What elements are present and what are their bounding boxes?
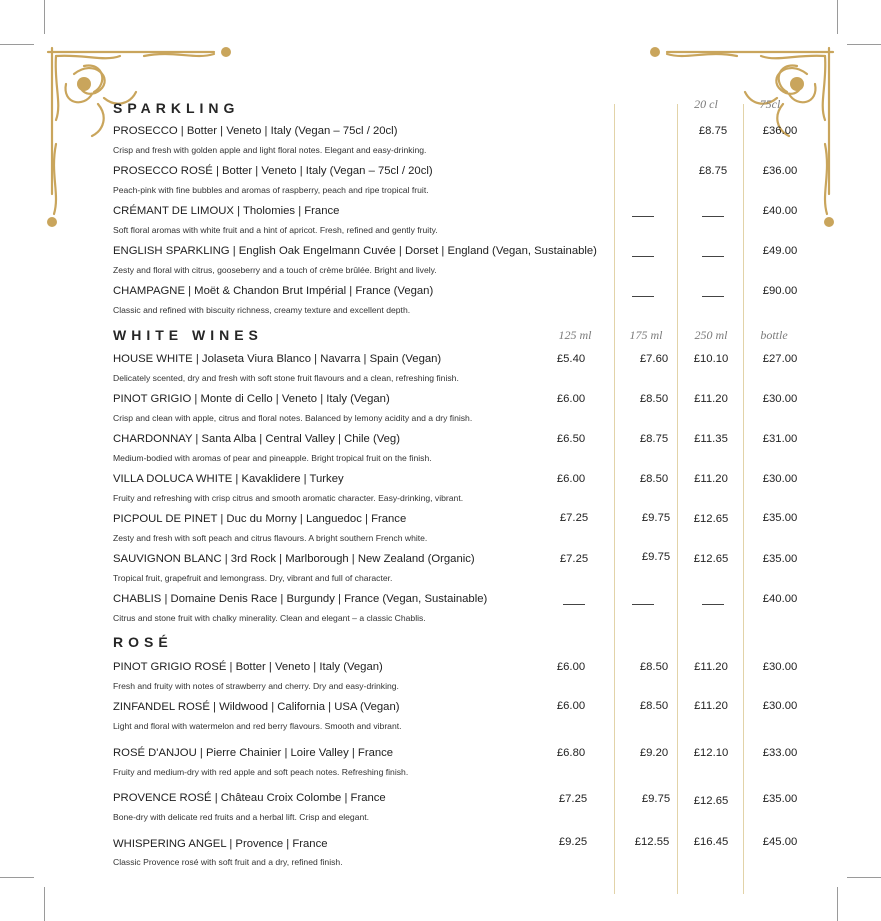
wine-description: Classic and refined with biscuity richness, creamy texture and excellent depth. — [113, 305, 411, 315]
crop-mark — [837, 887, 838, 921]
price-125ml: £6.50 — [556, 433, 586, 445]
wine-name: PROVENCE ROSÉ | Château Croix Colombe | France — [113, 792, 386, 804]
crop-mark — [44, 0, 45, 34]
price-250ml: £10.10 — [693, 353, 729, 365]
wine-description: Fruity and medium-dry with red apple and soft peach notes. Refreshing finish. — [113, 767, 409, 777]
price-250ml: £12.65 — [693, 553, 729, 565]
price-75cl: £90.00 — [762, 285, 798, 297]
price-250ml: £11.20 — [694, 700, 728, 712]
price-175ml: £8.75 — [639, 433, 669, 445]
price-250ml: £11.35 — [694, 433, 728, 445]
price-125ml: £9.25 — [558, 836, 588, 848]
wine-name: PICPOUL DE PINET | Duc du Morny | Languedoc | France — [113, 513, 407, 525]
price-unavailable-dash — [632, 296, 654, 297]
price-175ml: £8.50 — [639, 661, 669, 673]
price-unavailable-dash — [702, 256, 724, 257]
price-bottle: £30.00 — [762, 393, 798, 405]
price-bottle: £35.00 — [762, 793, 798, 805]
column-header-75cl: 75cl — [759, 97, 781, 111]
column-header-250ml: 250 ml — [694, 328, 728, 342]
price-125ml: £7.25 — [559, 512, 589, 524]
price-bottle: £33.00 — [762, 747, 798, 759]
wine-description: Soft floral aromas with white fruit and a hint of apricot. Fresh, refined and gently fruity. — [113, 225, 438, 235]
wine-name: ROSÉ D'ANJOU | Pierre Chainier | Loire Valley | France — [113, 747, 394, 759]
price-125ml: £7.25 — [559, 553, 589, 565]
price-unavailable-dash — [632, 256, 654, 257]
wine-description: Tropical fruit, grapefruit and lemongrass. Dry, vibrant and full of character. — [113, 573, 393, 583]
price-125ml: £6.00 — [556, 661, 586, 673]
price-bottle: £27.00 — [762, 353, 798, 365]
crop-mark — [847, 877, 881, 878]
wine-description: Light and floral with watermelon and red berry flavours. Smooth and vibrant. — [113, 721, 402, 731]
crop-mark — [0, 877, 34, 878]
price-125ml: £6.00 — [556, 393, 586, 405]
price-175ml: £9.75 — [641, 793, 671, 805]
crop-mark — [0, 44, 34, 45]
price-125ml: £6.80 — [556, 747, 586, 759]
wine-name: CHAMPAGNE | Moët & Chandon Brut Impérial | France (Vegan) — [113, 285, 434, 297]
price-75cl: £40.00 — [762, 205, 798, 217]
price-125ml: £5.40 — [556, 353, 586, 365]
wine-description: Classic Provence rosé with soft fruit and a dry, refined finish. — [113, 857, 343, 867]
price-250ml: £11.20 — [694, 661, 728, 673]
wine-name: CHARDONNAY | Santa Alba | Central Valley | Chile (Veg) — [113, 433, 400, 445]
price-175ml: £9.75 — [641, 512, 671, 524]
price-250ml: £11.20 — [694, 473, 728, 485]
crop-mark — [837, 0, 838, 34]
column-header-175ml: 175 ml — [629, 328, 663, 342]
column-header-125ml: 125 ml — [558, 328, 592, 342]
crop-mark — [847, 44, 881, 45]
column-header-bottle: bottle — [760, 328, 788, 342]
price-250ml: £12.10 — [693, 747, 729, 759]
price-250ml: £12.65 — [693, 795, 729, 807]
price-unavailable-dash — [702, 216, 724, 217]
wine-name: HOUSE WHITE | Jolaseta Viura Blanco | Navarra | Spain (Vegan) — [113, 353, 442, 365]
price-unavailable-dash — [632, 216, 654, 217]
price-175ml: £7.60 — [639, 353, 669, 365]
price-75cl: £36.00 — [762, 165, 798, 177]
wine-name: CRÉMANT DE LIMOUX | Tholomies | France — [113, 205, 340, 217]
wine-name: VILLA DOLUCA WHITE | Kavaklidere | Turkey — [113, 473, 344, 485]
wine-description: Peach-pink with fine bubbles and aromas of raspberry, peach and ripe tropical fruit. — [113, 185, 429, 195]
price-250ml: £12.65 — [693, 513, 729, 525]
price-bottle: £40.00 — [762, 593, 798, 605]
section-title-rose: ROSÉ — [113, 634, 173, 650]
price-175ml: £9.75 — [641, 551, 671, 563]
section-title-white-wines: WHITE WINES — [113, 327, 263, 343]
price-125ml: £7.25 — [558, 793, 588, 805]
wine-name: PROSECCO | Botter | Veneto | Italy (Vegan – 75cl / 20cl) — [113, 125, 398, 137]
wine-name: CHABLIS | Domaine Denis Race | Burgundy | France (Vegan, Sustainable) — [113, 593, 488, 605]
price-bottle: £31.00 — [762, 433, 798, 445]
wine-description: Crisp and clean with apple, citrus and floral notes. Balanced by lemony acidity and a dry finish. — [113, 413, 473, 423]
price-bottle: £30.00 — [762, 700, 798, 712]
wine-description: Citrus and stone fruit with chalky minerality. Clean and elegant – a classic Chablis. — [113, 613, 426, 623]
price-125ml: £6.00 — [556, 700, 586, 712]
wine-description: Medium-bodied with aromas of pear and pineapple. Bright tropical fruit on the finish. — [113, 453, 432, 463]
wine-name: SAUVIGNON BLANC | 3rd Rock | Marlborough | New Zealand (Organic) — [113, 553, 475, 565]
wine-name: PROSECCO ROSÉ | Botter | Veneto | Italy (Vegan – 75cl / 20cl) — [113, 165, 433, 177]
price-unavailable-dash — [702, 296, 724, 297]
wine-description: Zesty and floral with citrus, gooseberry and a touch of crème brûlée. Bright and lively. — [113, 265, 437, 275]
price-unavailable-dash — [563, 604, 585, 605]
price-bottle: £35.00 — [762, 512, 798, 524]
price-175ml: £8.50 — [639, 700, 669, 712]
price-75cl: £49.00 — [762, 245, 798, 257]
price-unavailable-dash — [702, 604, 724, 605]
price-175ml: £8.50 — [639, 393, 669, 405]
wine-name: PINOT GRIGIO ROSÉ | Botter | Veneto | Italy (Vegan) — [113, 661, 383, 673]
wine-description: Zesty and fresh with soft peach and citrus flavours. A bright southern French white. — [113, 533, 428, 543]
wine-name: WHISPERING ANGEL | Provence | France — [113, 838, 328, 850]
crop-mark — [44, 887, 45, 921]
corner-ornament-left-icon — [44, 44, 234, 230]
wine-description: Fruity and refreshing with crisp citrus and smooth aromatic character. Easy-drinking, vibrant. — [113, 493, 464, 503]
wine-name: ZINFANDEL ROSÉ | Wildwood | California | USA (Vegan) — [113, 701, 400, 713]
wine-name: PINOT GRIGIO | Monte di Cello | Veneto | Italy (Vegan) — [113, 393, 390, 405]
price-20cl: £8.75 — [698, 165, 728, 177]
wine-description: Fresh and fruity with notes of strawberry and cherry. Dry and easy-drinking. — [113, 681, 399, 691]
price-125ml: £6.00 — [556, 473, 586, 485]
price-175ml: £8.50 — [639, 473, 669, 485]
price-250ml: £11.20 — [694, 393, 728, 405]
price-bottle: £35.00 — [762, 553, 798, 565]
wine-name: ENGLISH SPARKLING | English Oak Engelmann Cuvée | Dorset | England (Vegan, Sustainable) — [113, 245, 597, 257]
price-bottle: £45.00 — [762, 836, 798, 848]
price-75cl: £36.00 — [762, 125, 798, 137]
price-bottle: £30.00 — [762, 473, 798, 485]
price-175ml: £9.20 — [639, 747, 669, 759]
wine-description: Bone-dry with delicate red fruits and a herbal lift. Crisp and elegant. — [113, 812, 370, 822]
price-175ml: £12.55 — [634, 836, 670, 848]
column-header-20cl: 20 cl — [694, 97, 718, 111]
price-250ml: £16.45 — [693, 836, 729, 848]
price-20cl: £8.75 — [698, 125, 728, 137]
corner-ornament-right-icon — [647, 44, 837, 230]
wine-description: Delicately scented, dry and fresh with soft stone fruit flavours and a clean, refreshing finish. — [113, 373, 459, 383]
price-bottle: £30.00 — [762, 661, 798, 673]
price-unavailable-dash — [632, 604, 654, 605]
wine-description: Crisp and fresh with golden apple and light floral notes. Elegant and easy-drinking. — [113, 145, 427, 155]
section-title-sparkling: SPARKLING — [113, 100, 240, 116]
column-divider — [614, 104, 615, 894]
